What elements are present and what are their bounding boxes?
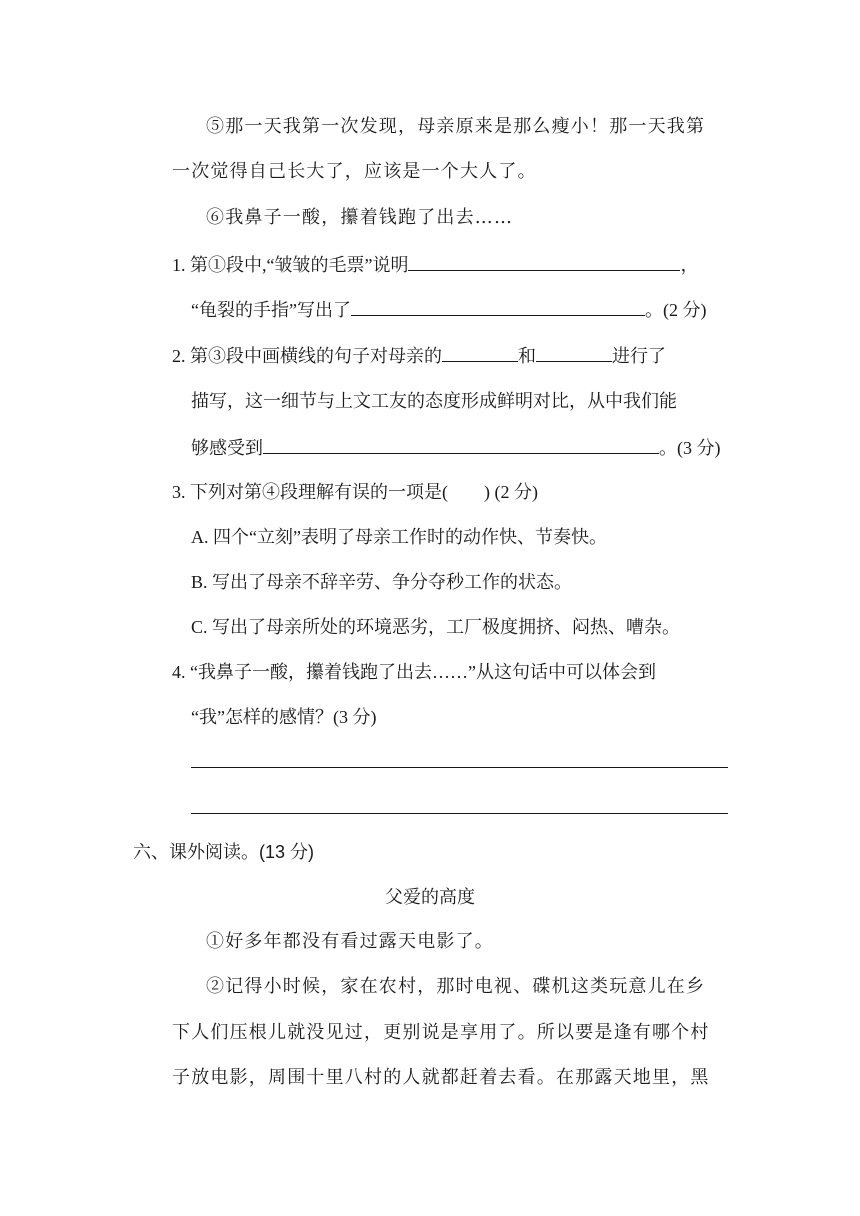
score-note: 。(2 分) xyxy=(644,300,707,320)
answer-line-2[interactable] xyxy=(191,813,728,814)
question-number: 1. xyxy=(172,255,186,275)
score-note: 。(3 分) xyxy=(659,438,721,458)
section-heading: 六、课外阅读。(13 分) xyxy=(133,842,315,862)
article-paragraph-1: ①好多年都没有看过露天电影了。 xyxy=(206,931,494,952)
question-3-stem xyxy=(172,480,538,504)
paragraph-6: ⑥我鼻子一酸，攥着钱跑了出去…… xyxy=(206,207,514,228)
question-2-line-2: 描写，这一细节与上文工友的态度形成鲜明对比，从中我们能 xyxy=(191,391,677,411)
answer-blank[interactable] xyxy=(408,252,680,271)
question-number: 3. xyxy=(172,482,186,502)
article-paragraph-2-line-1: ②记得小时候，家在农村，那时电视、碟机这类玩意儿在乡 xyxy=(206,976,706,997)
answer-line-1[interactable] xyxy=(191,767,728,768)
question-2-line-1 xyxy=(172,343,666,368)
question-text: 第①段中,“皱皱的毛票”说明 xyxy=(190,255,409,275)
question-text: 进行了 xyxy=(612,346,666,366)
paragraph-5-line-1: ⑤那一天我第一次发现，母亲原来是那么瘦小！那一天我第 xyxy=(206,116,706,137)
question-number: 2. xyxy=(172,346,186,366)
answer-blank[interactable] xyxy=(351,297,645,316)
article-title: 父爱的高度 xyxy=(385,887,475,907)
paragraph-5-line-2: 一次觉得自己长大了，应该是一个大人了。 xyxy=(172,161,537,182)
option-b[interactable]: B. 写出了母亲不辞辛劳、争分夺秒工作的状态。 xyxy=(191,572,573,592)
question-text: 和 xyxy=(518,346,536,366)
article-paragraph-2-line-3: 子放电影，周围十里八村的人就都赶着去看。在那露天地里，黑 xyxy=(172,1067,710,1088)
question-4-line-1 xyxy=(172,660,656,684)
option-c[interactable]: C. 写出了母亲所处的环境恶劣，工厂极度拥挤、闷热、嘈杂。 xyxy=(191,617,681,637)
answer-blank[interactable] xyxy=(263,435,659,454)
question-text: “我鼻子一酸，攥着钱跑了出去……”从这句话中可以体会到 xyxy=(190,662,656,682)
answer-blank[interactable] xyxy=(442,343,518,362)
question-text: 够感受到 xyxy=(191,438,263,458)
article-paragraph-2-line-2: 下人们压根儿就没见过，更别说是享用了。所以要是逢有哪个村 xyxy=(172,1022,710,1043)
question-1-line-2 xyxy=(191,297,706,322)
question-text: ， xyxy=(680,255,699,275)
question-text: “龟裂的手指”写出了 xyxy=(191,300,351,320)
question-text: 第③段中画横线的句子对母亲的 xyxy=(190,346,442,366)
question-1-line-1 xyxy=(172,252,698,277)
question-number: 4. xyxy=(172,662,186,682)
answer-blank[interactable] xyxy=(536,343,612,362)
question-text: 下列对第④段理解有误的一项是( ) (2 分) xyxy=(190,482,538,502)
question-2-line-3 xyxy=(191,435,721,460)
question-4-line-2: “我”怎样的感情？(3 分) xyxy=(191,707,377,727)
option-a[interactable]: A. 四个“立刻”表明了母亲工作时的动作快、节奏快。 xyxy=(191,527,607,547)
